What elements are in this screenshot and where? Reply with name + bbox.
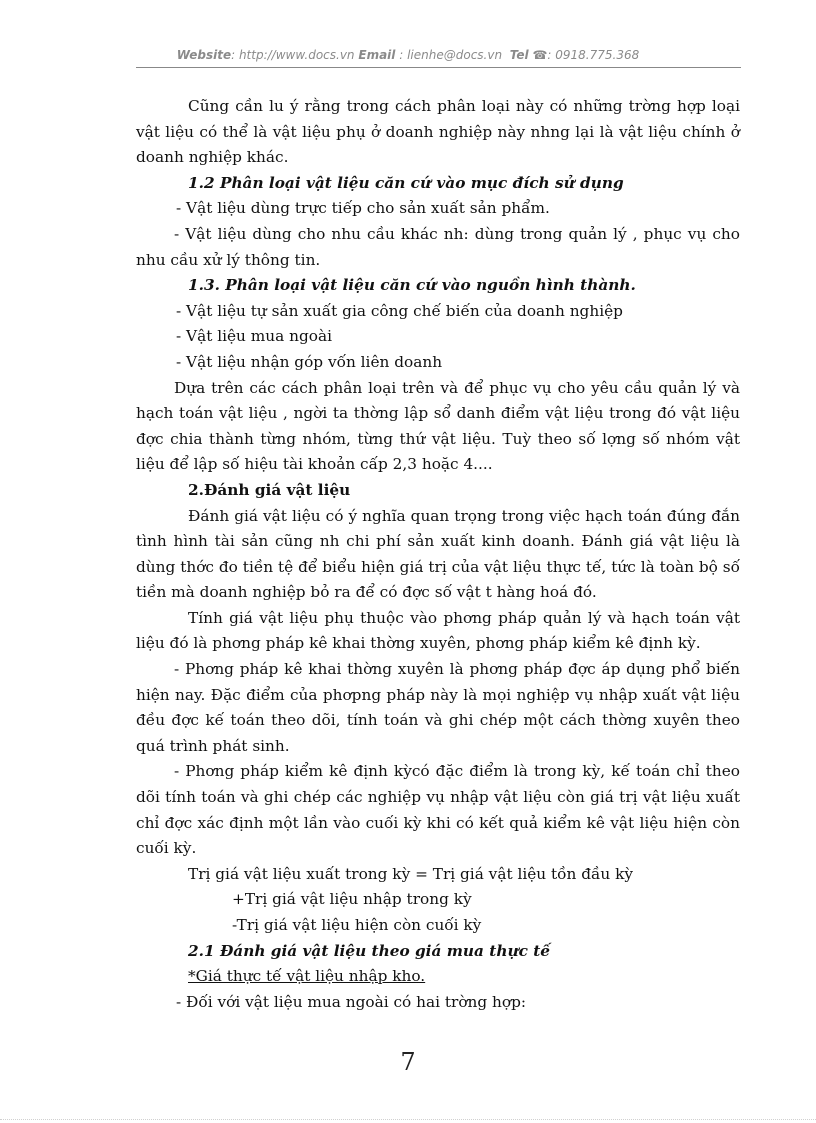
- paragraph-methods: Tính giá vật liệu phụ thuộc vào phơng pháp quản lý và hạch toán vật liệu đó là phơng pháp kê khai thờng xuyên, phơng pháp kiểm kê định kỳ.: [136, 608, 740, 653]
- heading-2: 2.Đánh giá vật liệu: [188, 480, 351, 499]
- list-item: - Đối với vật liệu mua ngoài có hai trờng hợp:: [176, 992, 527, 1011]
- formula-line: -Trị giá vật liệu hiện còn cuối kỳ: [232, 916, 482, 934]
- document-body: [136, 94, 740, 1015]
- list-item: - Vật liệu dùng cho nhu cầu khác nh: dùng trong quản lý , phục vụ cho nhu cầu xử lý thông tin.: [136, 224, 740, 269]
- paragraph-valuation: Đánh giá vật liệu có ý nghĩa quan trọng trong việc hạch toán đúng đắn tình hình tài sản cũng nh chi phí sản xuất kinh doanh. Đánh giá vật liệu là dùng thớc đo tiền tệ để biểu hiện giá trị của vật liệu thực tế, tức là toàn bộ số tiền mà doanh nghiệp bỏ ra để có đợc số vật t hàng hoá đó.: [136, 506, 740, 602]
- list-item: - Vật liệu mua ngoài: [176, 327, 332, 346]
- heading-1-3: 1.3. Phân loại vật liệu căn cứ vào nguồn hình thành.: [188, 276, 636, 295]
- tel-label: Tel: [509, 48, 529, 62]
- page-number: 7: [400, 1048, 416, 1076]
- page-header: [0, 48, 816, 62]
- paragraph-periodic: - Phơng pháp kiểm kê định kỳcó đặc điểm là trong kỳ, kế toán chỉ theo dõi tính toán và ghi chép các nghiệp vụ nhập vật liệu còn giá trị vật liệu xuất chỉ đợc xác định một lần vào cuối kỳ khi có kết quả kiểm kê vật liệu hiện còn cuối kỳ.: [136, 762, 740, 858]
- heading-1-2: 1.2 Phân loại vật liệu căn cứ vào mục đích sử dụng: [188, 173, 624, 192]
- website-label: Website: [176, 48, 232, 62]
- paragraph-note: Cũng cần lu ý rằng trong cách phân loại này có những trờng hợp loại vật liệu có thể là vật liệu phụ ở doanh nghiệp này nhng lại là vật liệu chính ở doanh nghiệp khác.: [136, 97, 740, 167]
- list-item: - Vật liệu tự sản xuất gia công chế biến của doanh nghiệp: [176, 301, 623, 320]
- formula-line: Trị giá vật liệu xuất trong kỳ = Trị giá vật liệu tồn đầu kỳ: [188, 864, 634, 883]
- page-bottom-border: [0, 1119, 816, 1120]
- email-label: Email: [358, 48, 396, 62]
- heading-2-1: 2.1 Đánh giá vật liệu theo giá mua thực tế: [188, 941, 551, 960]
- tel-value: ☎: 0918.775.368: [532, 48, 640, 62]
- list-item: - Vật liệu dùng trực tiếp cho sản xuất sản phẩm.: [176, 199, 550, 218]
- website-value: : http://www.docs.vn: [231, 48, 355, 62]
- paragraph-classification: Dựa trên các cách phân loại trên và để phục vụ cho yêu cầu quản lý và hạch toán vật liệu , ngời ta thờng lập sổ danh điểm vật liệu trong đó vật liệu đợc chia thành từng nhóm, từng thứ vật liệu. Tuỳ theo số lợng số nhóm vật liệu để lập số hiệu tài khoản cấp 2,3 hoặc 4....: [136, 378, 740, 474]
- formula-line: +Trị giá vật liệu nhập trong kỳ: [232, 890, 472, 909]
- subheading-actual-price: *Giá thực tế vật liệu nhập kho.: [188, 967, 426, 986]
- list-item: - Vật liệu nhận góp vốn liên doanh: [176, 352, 443, 371]
- paragraph-perpetual: - Phơng pháp kê khai thờng xuyên là phơng pháp đợc áp dụng phổ biến hiện nay. Đặc điểm của phơpng pháp này là mọi nghiệp vụ nhập xuất vật liệu đều đợc kế toán theo dõi, tính toán và ghi chép một cách thờng xuyên theo quá trình phát sinh.: [136, 660, 740, 755]
- email-value: : lienhe@docs.vn: [399, 48, 503, 62]
- header-rule: [136, 67, 741, 68]
